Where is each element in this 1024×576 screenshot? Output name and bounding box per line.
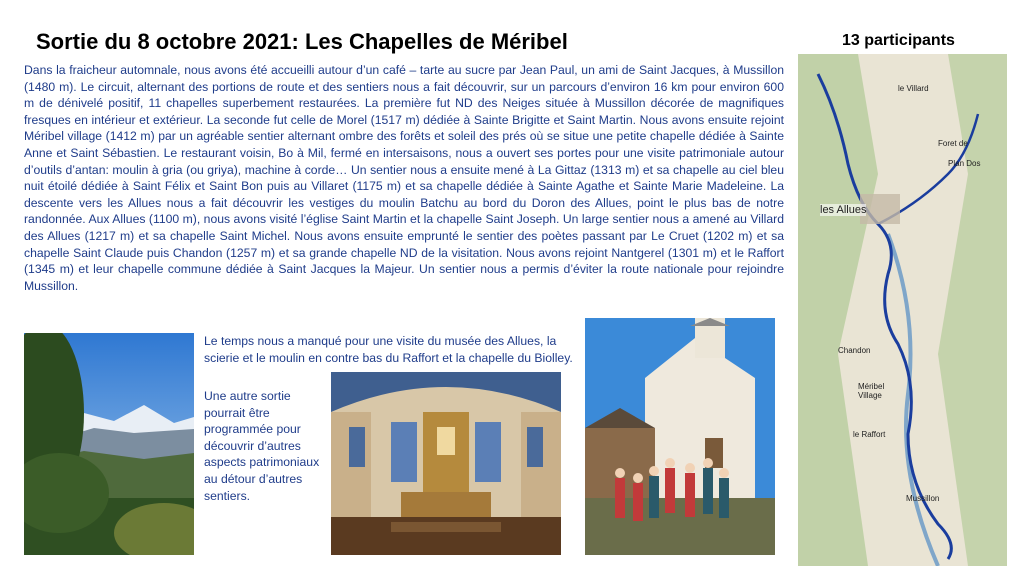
map-label-meribel-village: Méribel Village xyxy=(858,382,885,400)
church-interior-photo xyxy=(331,372,561,555)
map-label-foret: Foret de xyxy=(938,139,968,148)
map-label-le-raffort: le Raffort xyxy=(853,430,886,439)
participants-count: 13 participants xyxy=(842,32,955,49)
mountain-landscape-photo xyxy=(24,333,194,555)
map-label-les-allues: les Allues xyxy=(820,204,867,216)
side-paragraph: Le temps nous a manqué pour une visite du musée des Allues, la scierie et le moulin en contre bas du Raffort et la chapelle du Biolley. xyxy=(204,334,573,365)
group-chapel-photo xyxy=(585,318,775,555)
page-title: Sortie du 8 octobre 2021: Les Chapelles de Méribel xyxy=(36,29,568,54)
map-label-chandon: Chandon xyxy=(838,346,871,355)
map-label-plan-dos: Plan Dos xyxy=(948,159,981,168)
main-paragraph: Dans la fraicheur automnale, nous avons été accueilli autour d’un café – tarte au sucre par Jean Paul, un ami de Saint Jacques, à Mussillon (1480 m). Le circuit, alternant des portions de route et des sentiers nous a fait découvrir, sur un parcours d’environ 16 km pour environ 600 m de dénivelé positif, 11 chapelles superbement restaurées. La première fut ND des Neiges située à Mussillon décorée de magnifiques fresques en intérieur et extérieur. La seconde fut celle de Morel (1517 m) dédiée à Sainte Brigitte et Saint Martin. Nous avons ensuite rejoint Méribel village (1412 m) par un agréable sentier alternant ombre des forêts et soleil des prés où se situe une petite chapelle dédiée à Sainte Anne et Saint Sébastien. Le restaurant voisin, Bo à Mil, fermé en intersaisons, nous a ouvert ses portes pour une visite patrimoniale autour d’outils d’antan: moulin à gria (ou griya), machine à corde… Un sentier nous a ensuite mené à La Gittaz (1313 m) et sa chapelle au ciel bleu nuit étoilé dédiée à Saint Félix et Saint Bon puis au Villaret (1175 m) et sa chapelle dédiée à Sainte Agathe et Sainte Marie Madeleine. La descente vers les Allues nous a fait découvrir les vestiges du moulin Batchu au bord du Doron des Allues, point le plus bas de notre randonnée. Aux Allues (1100 m), nous avons visité l’église Saint Martin et la chapelle Saint Joseph. Un large sentier nous a amené au Villard des Allues (1217 m) et sa chapelle Saint Michel. Nous avons ensuite emprunté le sentier des poètes passant par Le Cruet (1202 m) et sa chapelle Saint Claude puis Chandon (1257 m) et sa grande chapelle ND de la visitation. Nous avons rejoint Nantgerel (1301 m) et le Raffort (1345 m) et leur chapelle commune dédiée à Saint Jacques la Majeur. Un sentier nous a permis d’éviter la route nationale pour rejoindre Mussillon. xyxy=(24,63,784,293)
map-label-mussillon: Mussillon xyxy=(906,494,940,503)
closing-paragraph: Une autre sortie pourrait être programmée pour découvrir d’autres aspects patrimoniaux au détour d’autres sentiers. xyxy=(204,389,320,503)
route-map xyxy=(798,54,1007,566)
map-label-le-villard: le Villard xyxy=(898,84,929,93)
